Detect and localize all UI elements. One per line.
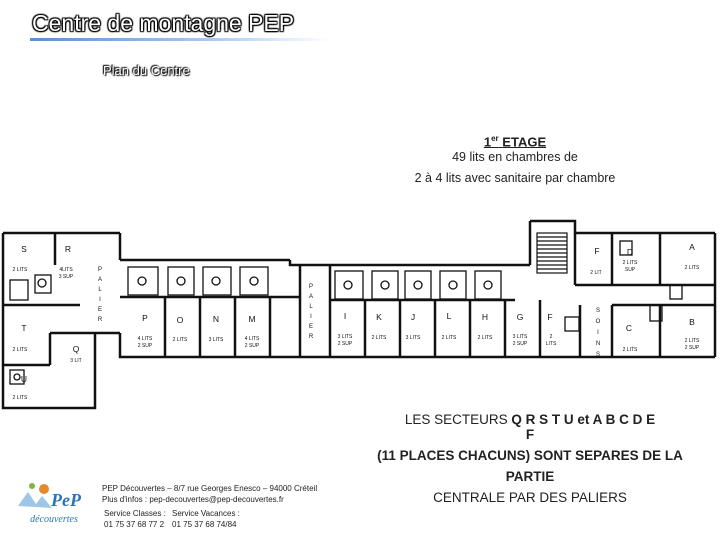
room-i-label: I — [343, 311, 347, 321]
room-f-cap: 2 LIT — [590, 270, 602, 276]
room-f2-cap-1: 2 — [549, 334, 553, 340]
room-p-cap-2: 2 SUP — [137, 343, 153, 349]
page-subtitle: Plan du Centre — [103, 63, 190, 78]
footer-classes-label: Service Classes : — [104, 509, 166, 518]
room-c-cap: 2 LITS — [622, 347, 638, 353]
palier-right-3: L — [309, 304, 313, 310]
room-j-cap: 3 LITS — [405, 335, 421, 341]
footer-vacances-label: Service Vacances : — [172, 509, 240, 518]
room-g-cap-2: 2 SUP — [512, 341, 528, 347]
room-b-cap-1: 2 LITS — [684, 338, 700, 344]
room-h-label: H — [481, 312, 489, 322]
room-f2-cap-2: LITS — [545, 341, 557, 347]
soins-2: O — [595, 319, 601, 325]
room-r-cap-2: 3 SUP — [58, 274, 74, 280]
room-s-label: S — [21, 244, 27, 254]
room-d-label: D — [626, 247, 634, 257]
room-l-cap: 2 LITS — [441, 335, 457, 341]
floor-description-1: 49 lits en chambres de — [452, 150, 578, 164]
palier-left-4: I — [99, 297, 101, 303]
palier-left-1: P — [97, 267, 103, 273]
room-k-label: K — [376, 312, 382, 322]
room-m-cap-2: 2 SUP — [244, 343, 260, 349]
sectors-note — [370, 445, 690, 508]
page-title: Centre de montagne PEP — [32, 10, 295, 36]
palier-left-5: E — [97, 307, 103, 313]
room-d-cap-2: SUP — [624, 267, 636, 273]
palier-right-1: P — [308, 284, 314, 290]
room-o-label: O — [176, 315, 184, 325]
room-m-label: M — [248, 314, 256, 324]
room-h-cap: 2 LITS — [477, 335, 493, 341]
room-r-label: R — [64, 244, 72, 254]
room-i-cap-1: 3 LITS — [337, 334, 353, 340]
floor-number-suffix: er — [491, 134, 499, 143]
footer-info: Plus d'infos : pep-decouvertes@pep-decouvertes.fr — [102, 495, 284, 504]
soins-3: I — [597, 330, 599, 336]
room-q-label: Q — [72, 344, 80, 354]
room-k-cap: 2 LITS — [371, 335, 387, 341]
room-n-label: N — [212, 314, 220, 324]
pep-logo — [14, 480, 94, 528]
palier-left-6: R — [97, 317, 103, 323]
footer-vacances-phone: 01 75 37 68 74/84 — [172, 520, 237, 529]
logo-text: découvertes — [30, 514, 78, 525]
room-s-cap: 2 LITS — [12, 267, 28, 273]
floor-word: ETAGE — [502, 134, 547, 150]
footer-address: PEP Découvertes – 8/7 rue Georges Enesco – 94000 Créteil — [102, 484, 318, 493]
room-j-label: J — [410, 312, 416, 322]
room-a-label: A — [689, 242, 695, 252]
soins-1: S — [595, 308, 601, 314]
room-d-cap-1: 2 LITS — [622, 260, 638, 266]
room-q-cap: 3 LIT — [70, 358, 82, 364]
logo-letters: PeP — [51, 490, 81, 510]
room-t-cap: 2 LITS — [12, 347, 28, 353]
room-u-cap: 2 LITS — [12, 395, 28, 401]
room-l-label: L — [446, 311, 452, 321]
palier-right-6: R — [308, 334, 314, 340]
sectors-note-line-1: (11 PLACES CHACUNS) SONT SEPARES DE LA PARTIE — [377, 448, 683, 484]
room-p-label: P — [142, 313, 148, 323]
floor-plan — [0, 205, 720, 410]
room-f-label: F — [594, 246, 600, 256]
floor-description-2: 2 à 4 lits avec sanitaire par chambre — [414, 171, 616, 185]
soins-5: S — [595, 352, 601, 358]
room-g-label: G — [516, 312, 524, 322]
room-b-cap-2: 2 SUP — [684, 345, 700, 351]
palier-right-4: I — [310, 314, 312, 320]
room-o-cap: 2 LITS — [172, 337, 188, 343]
sectors-prefix: LES SECTEURS — [404, 412, 508, 427]
room-g-cap-1: 3 LITS — [512, 334, 528, 340]
room-n-cap: 3 LITS — [208, 337, 224, 343]
palier-right-2: A — [308, 294, 314, 300]
palier-right-5: E — [308, 324, 314, 330]
room-i-cap-2: 2 SUP — [337, 341, 353, 347]
room-p-cap-1: 4 LITS — [137, 336, 153, 342]
sectors-list: Q R S T U et A B C D E F — [511, 412, 656, 442]
sectors-note-line-2: CENTRALE PAR DES PALIERS — [433, 490, 627, 505]
palier-left-3: L — [98, 287, 102, 293]
room-u-label: U — [20, 374, 28, 384]
stairs-icon — [537, 233, 567, 273]
room-f2-label: F — [547, 312, 553, 322]
soins-4: N — [595, 341, 601, 347]
room-c-label: C — [625, 323, 633, 333]
room-a-cap: 2 LITS — [684, 265, 700, 271]
footer-classes-phone: 01 75 37 68 77 2 — [104, 520, 165, 529]
sectors-caption — [400, 412, 660, 442]
plan-walls — [3, 221, 715, 408]
room-m-cap-1: 4 LITS — [244, 336, 260, 342]
room-t-label: T — [21, 323, 27, 333]
room-r-cap-1: 4LITS — [59, 267, 73, 273]
room-b-label: B — [689, 317, 695, 327]
title-underline — [30, 38, 330, 41]
floor-number: 1 — [483, 134, 492, 150]
palier-left-2: A — [97, 277, 103, 283]
